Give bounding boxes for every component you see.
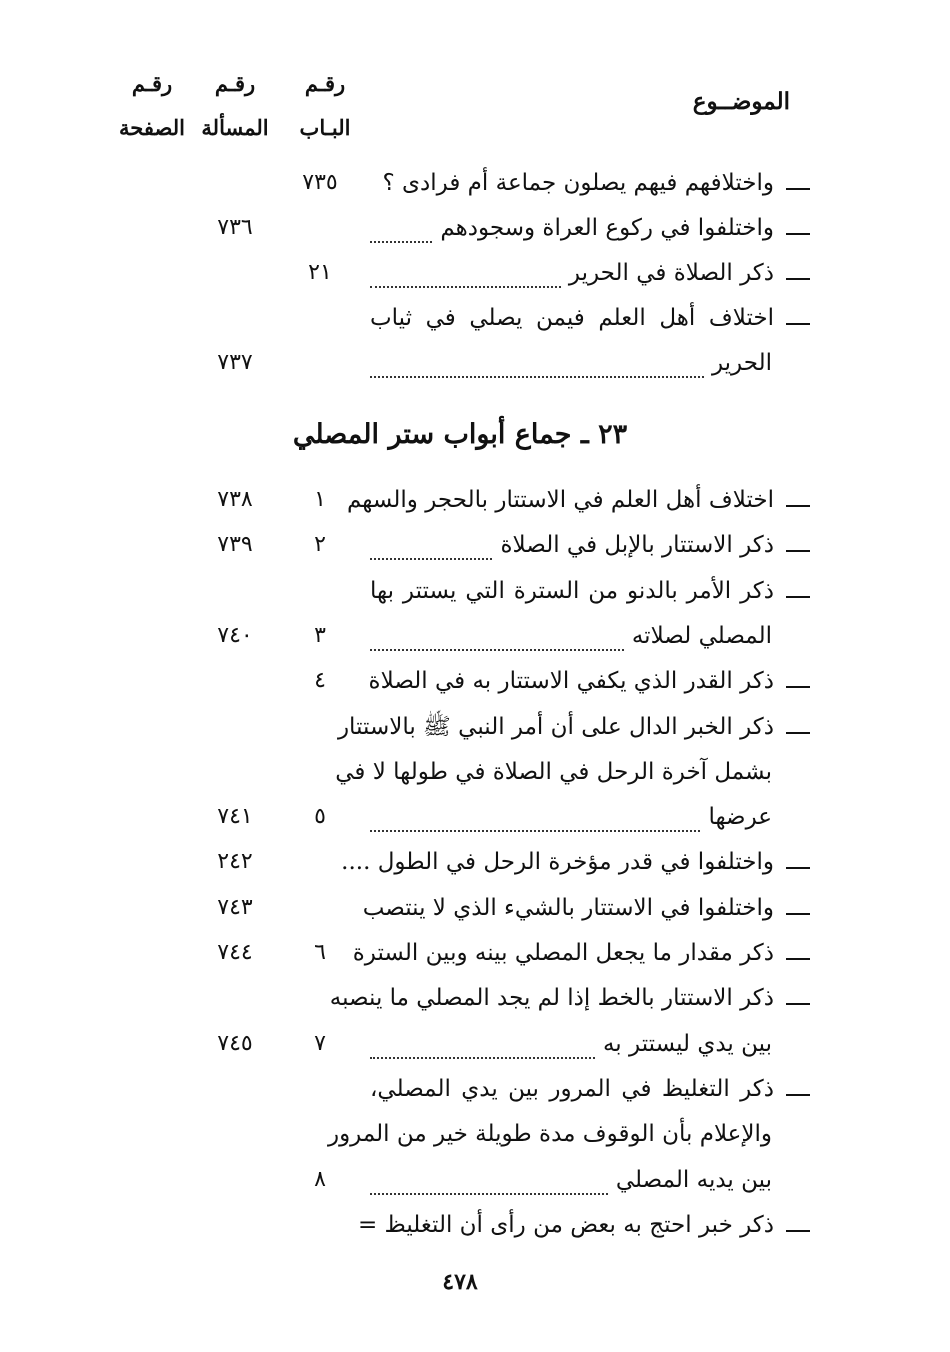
index-entry-row xyxy=(0,1021,950,1067)
entry-text: بين يدي ليستتر به xyxy=(602,1030,772,1057)
index-entry-row xyxy=(0,749,950,795)
index-entry-row xyxy=(0,1157,950,1203)
entry-text: ذكر الخبر الدال على أن أمر النبي ﷺ بالاستتار xyxy=(337,713,774,740)
index-entry-row xyxy=(0,975,950,1021)
bab-number: ٢١ xyxy=(308,260,332,285)
entry-text: ذكر الأمر بالدنو من السترة التي يستتر بها xyxy=(370,577,774,604)
entry-topic xyxy=(362,885,810,931)
entry-topic xyxy=(370,522,810,568)
entry-text: اختلاف أهل العلم في الاستتار بالحجر والسهم xyxy=(346,487,774,513)
dot-leader xyxy=(370,818,700,832)
masala-number: ٧٤٥ xyxy=(217,1030,253,1056)
dot-leader xyxy=(370,229,432,243)
entry-text: واختلافهم فيهم يصلون جماعة أم فرادى ؟ xyxy=(382,170,774,196)
dot-leader xyxy=(370,274,561,288)
page-number: ٤٧٨ xyxy=(442,1269,478,1295)
page-header-line1: رقـم xyxy=(131,71,173,96)
entry-text: بشمل آخرة الرحل في الصلاة في طولها لا في xyxy=(335,758,772,785)
index-entry-row xyxy=(0,250,950,296)
dot-leader xyxy=(370,364,704,378)
entry-dash xyxy=(786,686,810,688)
index-entry-row xyxy=(0,613,950,659)
masala-number: ٧٣٩ xyxy=(217,532,253,558)
masala-number: ٧٣٨ xyxy=(217,487,253,512)
entry-topic xyxy=(341,839,810,885)
bab-number: ٣ xyxy=(314,622,326,648)
entry-topic xyxy=(352,930,810,976)
entry-topic xyxy=(370,295,810,341)
masala-number: ٧٤٠ xyxy=(217,622,253,648)
index-entry-row xyxy=(0,1111,950,1157)
index-entry-row xyxy=(0,658,950,704)
entry-dash xyxy=(786,505,810,507)
masala-header-line2: المسألة xyxy=(201,115,269,140)
entry-topic xyxy=(370,658,810,704)
entry-dash xyxy=(786,958,810,960)
entry-topic xyxy=(337,704,810,750)
bab-number: ٤ xyxy=(314,668,326,694)
masala-number: ٧٤٤ xyxy=(217,940,253,965)
entry-dash xyxy=(786,1230,810,1232)
bab-header-line2: البـاب xyxy=(299,115,351,140)
entry-text: ذكر الاستتار بالإبل في الصلاة xyxy=(500,532,774,559)
entry-dash xyxy=(786,550,810,552)
entry-dash xyxy=(786,188,810,190)
bab-header-line1: رقـم xyxy=(304,71,346,96)
masala-header-line1: رقـم xyxy=(214,71,256,96)
entry-text: واختلفوا في ركوع العراة وسجودهم xyxy=(440,215,774,241)
entry-text: ذكر القدر الذي يكفي الاستتار به في الصلاة xyxy=(368,668,774,695)
masala-number: ٧٣٧ xyxy=(217,350,253,375)
entry-dash xyxy=(786,1003,810,1005)
index-entry-row xyxy=(0,522,950,568)
topic-column-header: الموضــوع xyxy=(692,88,790,115)
dot-leader xyxy=(370,637,624,651)
entry-text: المصلي لصلاته xyxy=(631,622,772,649)
entry-text: ذكر التغليظ في المرور بين يدي المصلي، xyxy=(370,1075,774,1102)
entry-topic xyxy=(329,975,810,1021)
entry-text: الحرير xyxy=(711,350,772,376)
masala-number: ٧٣٦ xyxy=(217,215,253,240)
entry-topic xyxy=(370,613,810,659)
entry-text: اختلاف أهل العلم فيمن يصلي في ثياب xyxy=(370,305,774,331)
index-entry-row xyxy=(0,160,950,206)
index-entry-row xyxy=(0,340,950,386)
index-entry-row xyxy=(0,1066,950,1112)
entry-topic xyxy=(357,1202,810,1248)
masala-number: ٢٤٢ xyxy=(217,849,253,875)
index-entry-row xyxy=(0,568,950,614)
entry-dash xyxy=(786,732,810,734)
entry-topic xyxy=(370,340,810,386)
entry-dash xyxy=(786,323,810,325)
entry-topic xyxy=(370,1066,810,1112)
masala-number: ٧٤٣ xyxy=(217,894,253,920)
section-title: ٢٣ ـ جماع أبواب ستر المصلي xyxy=(292,419,628,450)
entry-text: ذكر مقدار ما يجعل المصلي بينه وبين السترة xyxy=(352,940,774,966)
index-entry-row xyxy=(0,295,950,341)
entry-dash xyxy=(786,913,810,915)
entry-text: ذكر خبر احتج به بعض من رأى أن التغليظ = xyxy=(357,1211,774,1238)
entry-dash xyxy=(786,596,810,598)
entry-topic xyxy=(346,477,810,523)
masala-number: ٧٤١ xyxy=(217,804,253,830)
entry-text: واختلفوا في الاستتار بالشيء الذي لا ينتصب xyxy=(362,894,774,921)
entry-topic xyxy=(370,1021,810,1067)
entry-dash xyxy=(786,278,810,280)
entry-topic xyxy=(370,250,810,296)
entry-topic xyxy=(335,749,810,795)
index-entry-row xyxy=(0,794,950,840)
bab-number: ٧ xyxy=(314,1030,326,1056)
entry-dash xyxy=(786,1094,810,1096)
index-entry-row xyxy=(0,885,950,931)
dot-leader xyxy=(370,1045,595,1059)
entry-dash xyxy=(786,233,810,235)
entry-topic xyxy=(370,1157,810,1203)
bab-number: ٥ xyxy=(314,804,326,830)
entry-topic xyxy=(370,568,810,614)
bab-column-header xyxy=(285,62,365,150)
index-entry-row xyxy=(0,477,950,523)
index-entry-row xyxy=(0,839,950,885)
entry-topic xyxy=(370,205,810,251)
index-entry-row xyxy=(0,930,950,976)
index-entry-row xyxy=(0,704,950,750)
entry-text: والإعلام بأن الوقوف مدة طويلة خير من المرور xyxy=(327,1121,772,1148)
bab-number: ٧٣٥ xyxy=(302,170,338,195)
entry-text: عرضها xyxy=(708,804,772,831)
bab-number: ٨ xyxy=(314,1166,326,1192)
entry-topic xyxy=(370,794,810,840)
entry-text: واختلفوا في قدر مؤخرة الرحل في الطول .... xyxy=(341,849,774,876)
page-column-header xyxy=(112,62,192,150)
index-entry-row xyxy=(0,205,950,251)
entry-text: بين يديه المصلي xyxy=(615,1166,772,1193)
page-header-line2: الصفحة xyxy=(119,115,185,140)
masala-column-header xyxy=(195,62,275,150)
index-entry-row xyxy=(0,1202,950,1248)
entry-text: ذكر الصلاة في الحرير xyxy=(568,260,774,286)
entry-topic xyxy=(327,1111,810,1157)
bab-number: ٢ xyxy=(314,532,326,558)
entry-dash xyxy=(786,867,810,869)
entry-topic xyxy=(370,160,810,206)
bab-number: ٦ xyxy=(314,940,326,965)
entry-text: ذكر الاستتار بالخط إذا لم يجد المصلي ما ينصبه xyxy=(329,985,774,1012)
bab-number: ١ xyxy=(314,487,326,512)
dot-leader xyxy=(370,546,492,560)
dot-leader xyxy=(370,1181,608,1195)
